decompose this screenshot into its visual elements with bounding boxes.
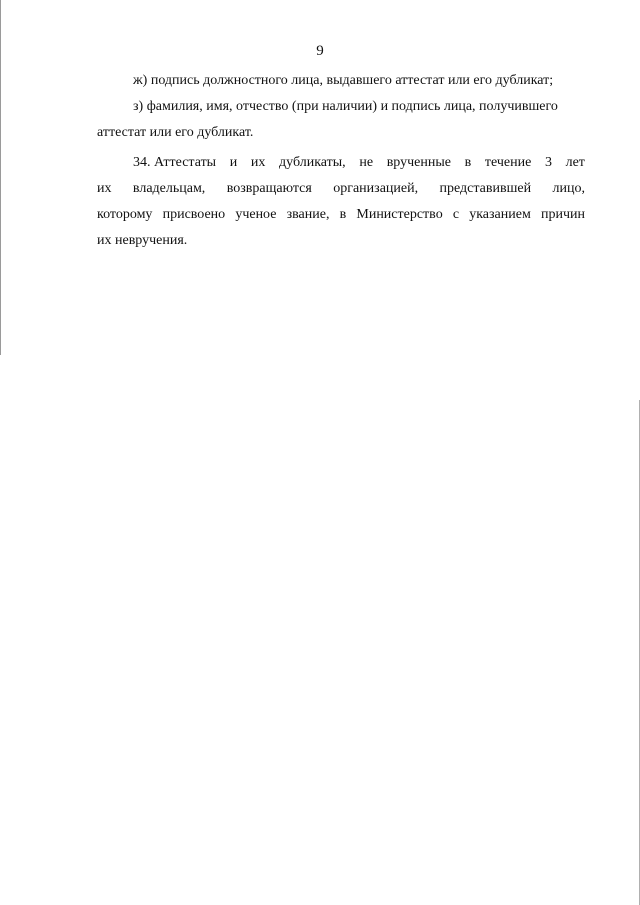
- word: владельцам,: [132, 181, 206, 196]
- word: которому: [97, 207, 153, 222]
- word: ученое: [235, 207, 277, 222]
- document-body: [97, 68, 585, 254]
- word: врученные: [386, 155, 451, 170]
- word: с: [452, 207, 460, 222]
- word: 34. Аттестаты: [133, 155, 217, 170]
- word: представившей: [439, 181, 532, 196]
- word: лет: [565, 155, 585, 170]
- word: указанием: [469, 207, 531, 222]
- word: течение: [484, 155, 532, 170]
- word: возвращаются: [226, 181, 312, 196]
- item-z-line-1: з) фамилия, имя, отчество (при наличии) и подпись лица, получившего: [133, 99, 558, 114]
- page-number: 9: [316, 43, 324, 59]
- word: лицо,: [552, 181, 585, 196]
- paragraph-34-line-4: их невручения.: [97, 233, 188, 248]
- paragraph-34-line-3: [97, 202, 585, 228]
- word: дубликаты,: [279, 155, 346, 170]
- word: в: [339, 207, 347, 222]
- word: в: [464, 155, 472, 170]
- word: Министерство: [356, 207, 443, 222]
- paragraph-34-line-2: [97, 176, 585, 202]
- word: и: [229, 155, 238, 170]
- word: организацией,: [333, 181, 419, 196]
- word: не: [359, 155, 374, 170]
- word: их: [97, 181, 112, 196]
- word: их: [250, 155, 266, 170]
- paragraph-34-line-1: [97, 150, 585, 176]
- word: звание,: [286, 207, 330, 222]
- word: причин: [540, 207, 585, 222]
- item-zh-text: ж) подпись должностного лица, выдавшего аттестат или его дубликат;: [133, 73, 554, 88]
- word: присвоено: [162, 207, 226, 222]
- word: 3: [544, 155, 552, 170]
- item-z-line-2: аттестат или его дубликат.: [97, 125, 254, 140]
